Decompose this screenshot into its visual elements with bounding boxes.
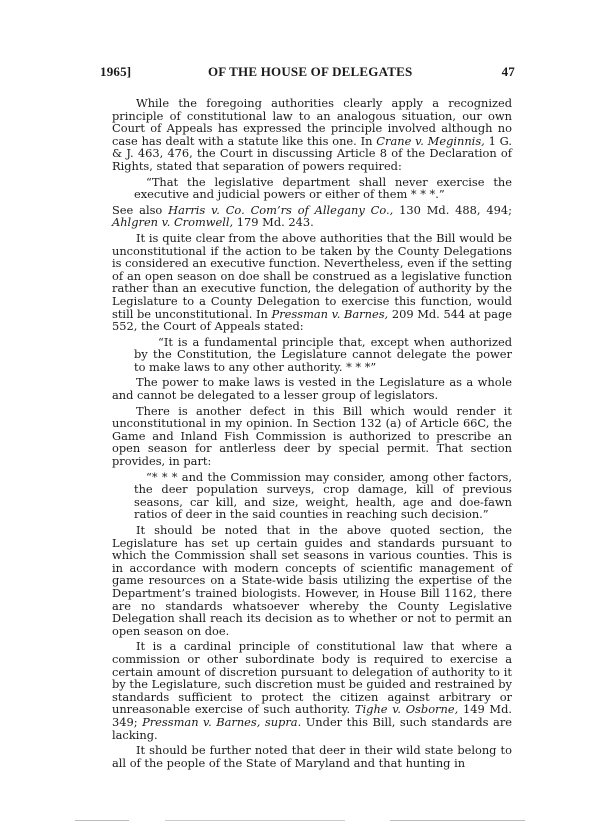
paragraph-2: See also Harris v. Co. Com’rs of Allegany Co., 130 Md. 488, 494; Ahlgren v. Cromwell, 179 Md. 243. — [112, 202, 512, 230]
case-citation: Crane v. Meginnis, — [376, 133, 485, 148]
case-citation: Ahlgren v. Cromwell, — [112, 215, 234, 230]
paragraph-5: There is another defect in this Bill which would render it unconstitutional in my opinion. In Section 132 (a) of Article 66C, the Game and Inland Fish Commission is authorized to prescribe an open season for antlerless deer by special permit. That section provides, in part: — [112, 403, 512, 469]
paragraph-7: It is a cardinal principle of constitutional law that where a commission or other subordinate body is required to exercise a certain amount of discretion pursuant to delegation of authority to it by the Legislature, such discretion must be guided and restrained by standards sufficient to protect the citizen against arbitrary or unreasonable exercise of such authority. Tighe v. Osborne, 149 Md. 349; Pressman v. Barnes, supra. Under this Bill, such standards are lacking. — [112, 639, 513, 742]
header-title: OF THE HOUSE OF DELEGATES — [208, 64, 413, 79]
page-body — [112, 97, 512, 772]
paragraph-1: While the foregoing authorities clearly apply a recognized principle of constitutional law to an analogous situation, our own Court of Appeals has expressed the principle involved although no case has dealt with a statute like this one. In Crane v. Meginnis, 1 G. & J. 463, 476, the Court in discussing Article 8 of the Declaration of Rights, stated that separation of powers required: — [112, 96, 512, 173]
paragraph-4: The power to make laws is vested in the Legislature as a whole and cannot be delegated to a lesser group of legislators. — [112, 375, 512, 403]
paragraph-6: It should be noted that in the above quoted section, the Legislature has set up certain guides and standards pursuant to which the Commission shall set seasons in various counties. This is in accordance with modern concepts of scientific management of game resources on a State-wide basis utilizing the expertise of the Department’s trained biologists. However, in House Bill 1162, there are no standards whatsoever whereby the County Legislative Delegation shall reach its decision as to whether or not to permit an open season on doe. — [112, 523, 512, 638]
case-citation: Pressman v. Barnes, — [271, 306, 389, 321]
header-year: 1965] — [100, 64, 132, 79]
paragraph-3: It is quite clear from the above authorities that the Bill would be unconstitutional if the action to be taken by the County Delegations is considered an executive function. Nevertheless, even if the setting of an open season on doe shall be construed as a legislative function rather than an executive function, the delegation of authority by the Legislature to a County Delegation to exercise this function, would still be unconstitutional. In Pressman v. Barnes, 209 Md. 544 at page 552, the Court of Appeals stated: — [112, 230, 512, 334]
page-number: 47 — [501, 64, 515, 79]
quotation-2: “It is a fundamental principle that, except when authorized by the Constitution, the Legislature cannot delegate the power to make laws to any other authority. * * *” — [134, 334, 512, 374]
case-citation: Harris v. Co. Com’rs of Allegany Co., — [168, 202, 394, 217]
quotation-3: “* * * and the Commission may consider, among other factors, the deer population surveys, crop damage, kill of previous seasons, car kill, and size, weight, health, age and doe-fawn ratios of deer in the said counties in reaching such decision.” — [134, 469, 512, 522]
quotation-1: “That the legislative department shall never exercise the executive and judicial powers or either of them * * *.” — [134, 174, 512, 202]
case-citation: Tighe v. Osborne, — [354, 702, 459, 717]
case-citation: Pressman v. Barnes, supra. — [142, 714, 302, 729]
footer-rule — [75, 820, 525, 821]
paragraph-8: It should be further noted that deer in their wild state belong to all of the people of the State of Maryland and that hunting in — [112, 743, 512, 770]
